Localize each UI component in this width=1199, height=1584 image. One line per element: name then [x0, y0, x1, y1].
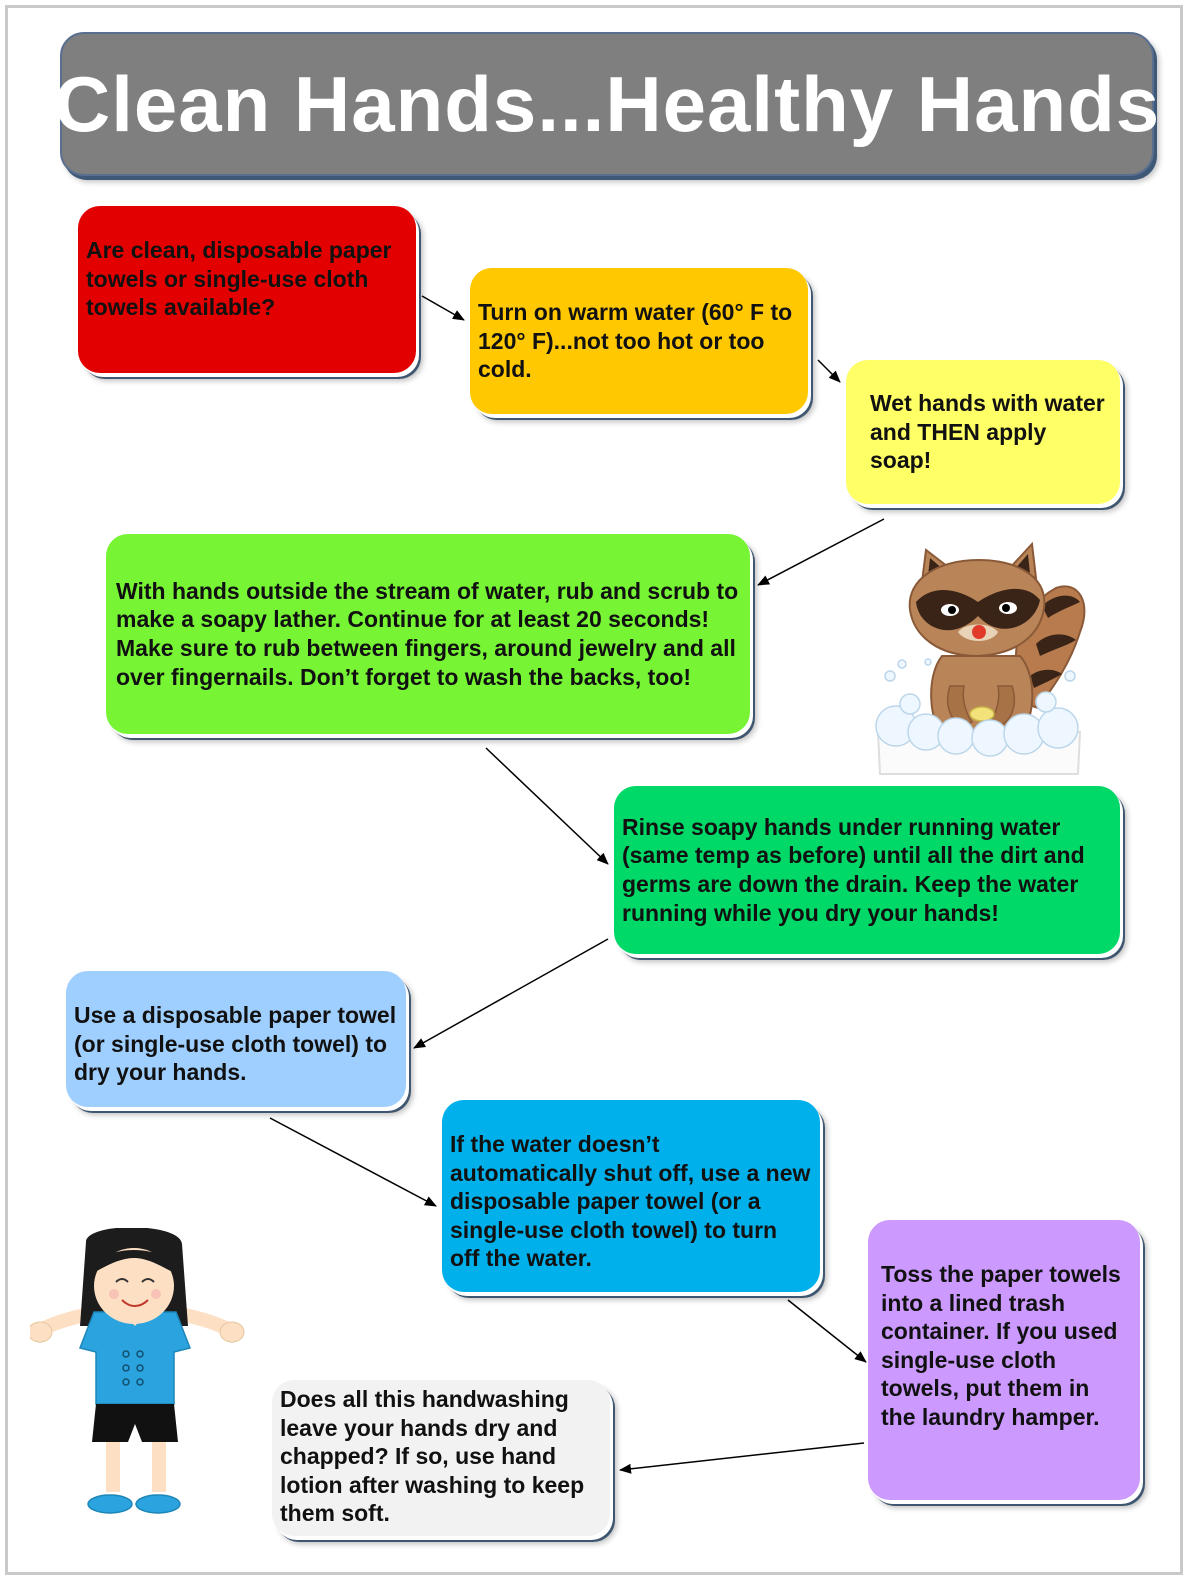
arrow-step1-to-step2	[422, 296, 464, 320]
arrow-step2-to-step3	[818, 360, 840, 382]
step-8-text: Toss the paper towels into a lined trash container. If you used single-use cloth towels, put them in the laundry hamper.	[881, 1261, 1121, 1430]
page-title: Clean Hands...Healthy Hands	[53, 59, 1161, 148]
arrow-step6-to-step7	[270, 1118, 436, 1206]
step-2-text: Turn on warm water (60° F to 120° F)...not too hot or too cold.	[478, 299, 793, 383]
arrow-step5-to-step6	[414, 939, 608, 1048]
arrow-step4-to-step5	[486, 748, 608, 864]
step-6-text: Use a disposable paper towel (or single-use cloth towel) to dry your hands.	[74, 1002, 397, 1086]
step-7-text: If the water doesn’t automatically shut off, use a new disposable paper towel (or a single-use cloth towel) to turn off the water.	[450, 1131, 811, 1272]
raccoon-in-bubbles-illustration	[866, 536, 1096, 786]
arrow-step7-to-step8	[788, 1300, 866, 1362]
step-5-text: Rinse soapy hands under running water (same temp as before) until all the dirt and germs are down the drain. Keep the water running while you dry your hands!	[622, 813, 1085, 926]
smiling-child-illustration	[30, 1228, 245, 1528]
step-4-text: With hands outside the stream of water, rub and scrub to make a soapy lather. Continue for at least 20 seconds! Make sure to rub between fingers, around jewelry and all over fingernails. Don’t forget to wash the backs, too!	[116, 577, 739, 690]
step-3-text: Wet hands with water and THEN apply soap!	[870, 390, 1105, 474]
step-1-text: Are clean, disposable paper towels or single-use cloth towels available?	[86, 237, 392, 321]
tip-text: Does all this handwashing leave your hands dry and chapped? If so, use hand lotion after washing to keep them soft.	[280, 1386, 585, 1527]
arrow-step8-to-tip	[620, 1443, 864, 1470]
